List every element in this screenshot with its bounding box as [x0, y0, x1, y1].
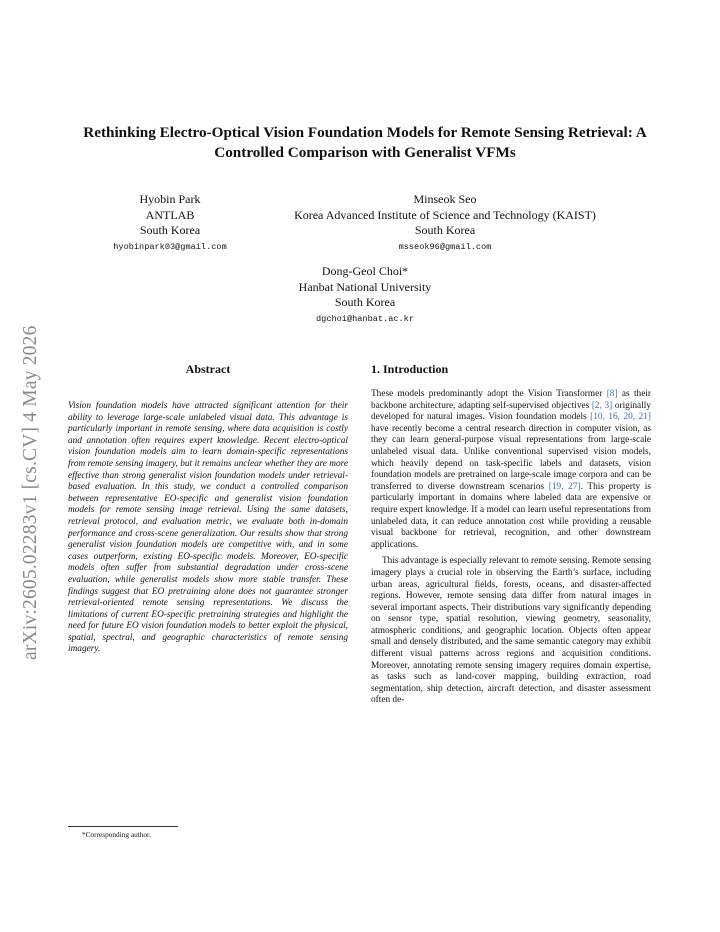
citation-link[interactable]: [10, 16, 20, 21] — [590, 412, 651, 423]
abstract-heading: Abstract — [185, 362, 231, 376]
introduction-paragraph-2: This advantage is especially relevant to remote sensing. Remote sensing imagery plays a crucial role in observing the Earth’s surface, including urban areas, agricultural fields, forests, oceans, and disaster-affected regions. However, remote sensing data differ from natural images in several important aspects. Their distributions vary significantly depending on sensor type, spatial resolution, viewing geometry, seasonality, atmospheric conditions, and geographic location. Objects often appear small and densely distributed, and the same semantic category may exhibit different visual patterns across regions and acquisition conditions. Moreover, annotating remote sensing imagery requires domain expertise, as tasks such as land-cover mapping, building extraction, road segmentation, ship detection, aircraft detection, and disaster assessment often de- — [371, 556, 651, 706]
author-affiliation: Hanbat National University — [298, 279, 432, 294]
author-email[interactable]: msseok96@gmail.com — [398, 241, 492, 252]
abstract-text — [68, 401, 348, 656]
author-block-3 — [250, 264, 480, 327]
author-name: Hyobin Park — [139, 192, 201, 206]
author-country: South Korea — [334, 295, 396, 309]
paper-title: Rethinking Electro-Optical Vision Foundation Models for Remote Sensing Retrieval: A Controlled Comparison with Generalist VFMs — [83, 124, 647, 161]
introduction-heading: 1. Introduction — [371, 362, 449, 376]
author-block-1 — [80, 192, 260, 255]
footnote-rule — [68, 826, 178, 827]
author-block-2 — [265, 192, 625, 255]
author-country: South Korea — [414, 223, 476, 237]
author-affiliation: Korea Advanced Institute of Science and Technology (KAIST) — [294, 207, 596, 222]
abstract-paragraph: Vision foundation models have attracted significant attention for their ability to leverage large-scale unlabeled visual data. This advantage is particularly important in remote sensing, where data acquisition is costly and annotation often requires expert knowledge. Recent electro-optical vision foundation models aim to learn domain-specific representations from remote sensing imagery, but it remains unclear whether they are more effective than strong generalist vision foundation models under retrieval-based evaluation. In this study, we conduct a controlled comparison between representative EO-specific and generalist vision foundation models for remote sensing image retrieval. Using the same datasets, retrieval protocol, and evaluation metric, we evaluate both in-domain performance and cross-scene generalization. Our results show that strong generalist vision foundation models are competitive with, and in some cases outperform, existing EO-specific models. Moreover, EO-specific models often suffer from substantial degradation under cross-scene evaluation, while generalist models show more stable transfer. These findings suggest that EO pretraining alone does not guarantee stronger retrieval-oriented remote sensing representations. We discuss the limitations of current EO-specific pretraining strategies and highlight the need for future EO vision foundation models to better exploit the physical, spatial, spectral, and geographic characteristics of remote sensing imagery. — [68, 401, 348, 655]
footnote: *Corresponding author. — [82, 830, 151, 839]
citation-link[interactable]: [19, 27] — [548, 481, 581, 492]
citation-link[interactable]: [8] — [606, 389, 618, 399]
introduction-text — [371, 389, 651, 707]
arxiv-identifier — [18, 260, 58, 660]
citation-link[interactable]: [2, 3] — [591, 400, 613, 411]
author-country: South Korea — [139, 223, 201, 237]
author-email[interactable]: dgchoi@hanbat.ac.kr — [316, 313, 414, 324]
introduction-paragraph-1: These models predominantly adopt the Vision Transformer [8] as their backbone architecture, adapting self-supervised objectives [2, 3] originally developed for natural images. Vision foundation models [10, 16, 20, 21] have recently become a central research direction in computer vision, as they can learn general-purpose visual representations from large-scale unlabeled visual data. Unlike conventional supervised vision models, which heavily depend on task-specific labels and datasets, vision foundation models are pretrained on large-scale image corpora and can be transferred to diverse downstream scenarios [19, 27]. This property is particularly important in domains where labeled data are expensive or require expert knowledge. If a model can learn useful representations from unlabeled data, it can reduce annotation cost while providing a reusable visual backbone for retrieval, recognition, and other downstream applications. — [371, 389, 652, 550]
author-email[interactable]: hyobinpark03@gmail.com — [113, 241, 227, 252]
author-affiliation: ANTLAB — [145, 207, 195, 222]
arxiv-identifier-text: arXiv:2605.02283v1 [cs.CV] 4 May 2026 — [20, 325, 41, 660]
author-name: Dong-Geol Choi* — [321, 264, 409, 278]
author-name: Minseok Seo — [413, 192, 477, 206]
